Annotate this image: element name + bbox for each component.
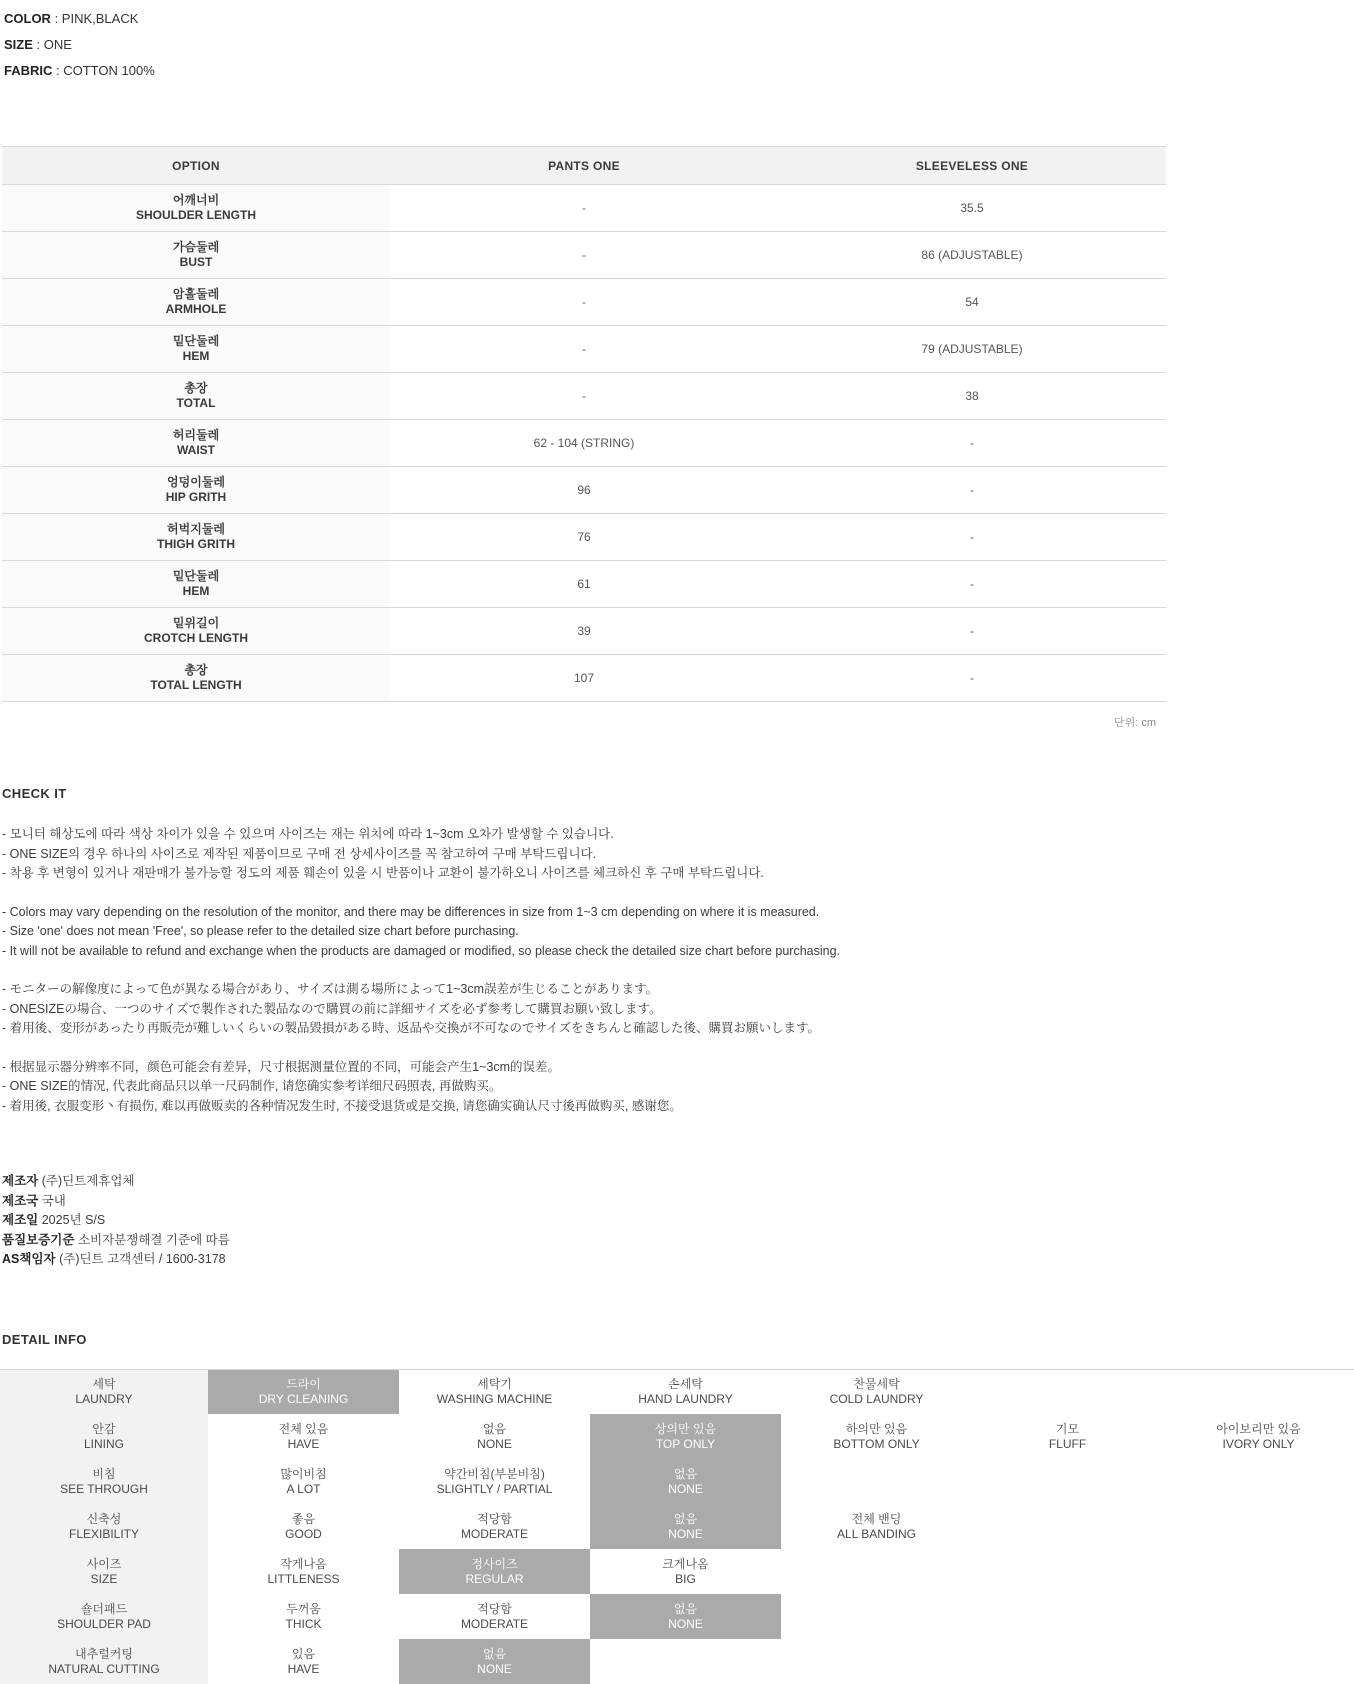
size-row-label-en: SHOULDER LENGTH	[6, 208, 386, 223]
size-row-label	[2, 185, 390, 232]
detail-option-label-kr: 두꺼움	[210, 1602, 397, 1617]
maker-label-date: 제조일	[2, 1213, 38, 1227]
detail-option-label-kr: 없음	[401, 1647, 588, 1662]
detail-option-label-en: MODERATE	[401, 1527, 588, 1542]
detail-empty-cell	[972, 1459, 1163, 1504]
maker-label-manufacturer: 제조자	[2, 1174, 38, 1188]
size-row-label	[2, 655, 390, 702]
detail-option-label-en: HAVE	[210, 1437, 397, 1452]
detail-option-label-kr: 있음	[210, 1647, 397, 1662]
table-row	[2, 561, 1166, 608]
maker-value-warranty: 소비자분쟁해결 기준에 따름	[78, 1233, 230, 1247]
note-en-2: - Size 'one' does not mean 'Free', so please refer to the detailed size chart before purchasing.	[2, 922, 1200, 942]
detail-option-label-kr: 정사이즈	[401, 1557, 588, 1572]
detail-row-label-en: SHOULDER PAD	[2, 1617, 206, 1632]
size-row-label	[2, 279, 390, 326]
product-specs	[0, 0, 1200, 84]
detail-option-label-en: THICK	[210, 1617, 397, 1632]
detail-row-label-kr: 세탁	[2, 1377, 206, 1392]
detail-empty-cell	[781, 1459, 972, 1504]
size-row-label-en: HEM	[6, 584, 386, 599]
size-value-sleeveless: -	[778, 420, 1166, 467]
detail-option-selected[interactable]	[208, 1369, 399, 1414]
table-row	[2, 279, 1166, 326]
detail-info-row	[0, 1594, 1354, 1639]
manufacturer-info	[0, 1172, 1200, 1270]
maker-row-date	[2, 1211, 1200, 1231]
detail-option[interactable]	[208, 1639, 399, 1684]
detail-info-row	[0, 1369, 1354, 1414]
size-row-label	[2, 514, 390, 561]
detail-option-label-en: COLD LAUNDRY	[783, 1392, 970, 1407]
size-value-pants: -	[390, 185, 778, 232]
detail-row-label-en: LAUNDRY	[2, 1392, 206, 1407]
detail-row-label	[0, 1459, 208, 1504]
detail-info-body	[0, 1369, 1354, 1684]
size-row-label-kr: 엉덩이둘레	[6, 475, 386, 490]
detail-row-label-kr: 내추럴커팅	[2, 1647, 206, 1662]
detail-row-label-kr: 안감	[2, 1422, 206, 1437]
detail-info-row	[0, 1639, 1354, 1684]
detail-option[interactable]	[208, 1459, 399, 1504]
size-row-label-kr: 가슴둘레	[6, 240, 386, 255]
maker-label-warranty: 품질보증기준	[2, 1233, 74, 1247]
detail-option[interactable]	[1163, 1414, 1354, 1459]
size-value-sleeveless: -	[778, 514, 1166, 561]
detail-option-label-kr: 세탁기	[401, 1377, 588, 1392]
spec-color	[4, 6, 1200, 32]
detail-option-label-kr: 전체 있음	[210, 1422, 397, 1437]
size-value-pants: 96	[390, 467, 778, 514]
detail-option-label-en: NONE	[592, 1482, 779, 1497]
maker-row-manufacturer	[2, 1172, 1200, 1192]
detail-option-label-kr: 아이보리만 있음	[1165, 1422, 1352, 1437]
spec-size	[4, 32, 1200, 58]
note-cn-3: - 着用後, 衣服变形丶有损伤, 难以再做贩卖的各种情况发生时, 不接受退货或是交换, 请您确实确认尺寸後再做购买, 感谢您。	[2, 1097, 1200, 1117]
table-row	[2, 373, 1166, 420]
detail-option-label-kr: 하의만 있음	[783, 1422, 970, 1437]
detail-option-label-en: DRY CLEANING	[210, 1392, 397, 1407]
detail-option-label-kr: 없음	[592, 1512, 779, 1527]
detail-empty-cell	[781, 1594, 972, 1639]
size-value-sleeveless: 38	[778, 373, 1166, 420]
maker-row-as	[2, 1250, 1200, 1270]
detail-info-row	[0, 1549, 1354, 1594]
size-value-pants: -	[390, 232, 778, 279]
size-value-pants: -	[390, 373, 778, 420]
detail-option[interactable]	[208, 1504, 399, 1549]
size-row-label	[2, 467, 390, 514]
size-value-pants: 107	[390, 655, 778, 702]
detail-option-label-kr: 크게나옴	[592, 1557, 779, 1572]
detail-row-label-kr: 숄더패드	[2, 1602, 206, 1617]
size-chart-header-sleeveless: SLEEVELESS ONE	[778, 147, 1166, 185]
note-jp-3: - 着用後、変形があったり再販売が難しいくらいの製品毀損がある時、返品や交換が不可なのでサイズをきちんと確認した後、購買お願いします。	[2, 1019, 1200, 1039]
detail-option-label-en: BOTTOM ONLY	[783, 1437, 970, 1452]
size-value-sleeveless: 35.5	[778, 185, 1166, 232]
detail-row-label-en: NATURAL CUTTING	[2, 1662, 206, 1677]
size-value-sleeveless: -	[778, 561, 1166, 608]
detail-option-label-en: BIG	[592, 1572, 779, 1587]
maker-label-as: AS책임자	[2, 1252, 56, 1266]
note-kr-1: - 모니터 해상도에 따라 색상 차이가 있을 수 있으며 사이즈는 재는 위치에 따라 1~3cm 오차가 발생할 수 있습니다.	[2, 825, 1200, 845]
detail-empty-cell	[1163, 1549, 1354, 1594]
spec-size-label: SIZE	[4, 37, 33, 52]
detail-option[interactable]	[208, 1414, 399, 1459]
detail-option-label-kr: 없음	[592, 1467, 779, 1482]
detail-empty-cell	[781, 1639, 972, 1684]
detail-option-label-kr: 기모	[974, 1422, 1161, 1437]
detail-option-label-en: WASHING MACHINE	[401, 1392, 588, 1407]
detail-option-label-kr: 작게나옴	[210, 1557, 397, 1572]
size-value-sleeveless: 86 (ADJUSTABLE)	[778, 232, 1166, 279]
size-chart-unit: 단위: cm	[2, 702, 1166, 730]
detail-option[interactable]	[590, 1549, 781, 1594]
table-row	[2, 655, 1166, 702]
detail-option-label-en: NONE	[592, 1527, 779, 1542]
detail-option-selected[interactable]	[399, 1639, 590, 1684]
size-value-sleeveless: -	[778, 655, 1166, 702]
maker-value-as: (주)딘트 고객센터 / 1600-3178	[59, 1252, 226, 1266]
size-chart-section	[0, 146, 1200, 730]
detail-option-label-en: ALL BANDING	[783, 1527, 970, 1542]
detail-option[interactable]	[208, 1594, 399, 1639]
detail-option-label-kr: 좋음	[210, 1512, 397, 1527]
size-value-sleeveless: 79 (ADJUSTABLE)	[778, 326, 1166, 373]
detail-empty-cell	[1163, 1459, 1354, 1504]
detail-empty-cell	[1163, 1369, 1354, 1414]
detail-row-label-kr: 신축성	[2, 1512, 206, 1527]
size-row-label-kr: 총장	[6, 381, 386, 396]
detail-row-label-en: LINING	[2, 1437, 206, 1452]
detail-empty-cell	[972, 1594, 1163, 1639]
detail-info-row	[0, 1414, 1354, 1459]
detail-option-label-kr: 많이비침	[210, 1467, 397, 1482]
size-row-label-en: HEM	[6, 349, 386, 364]
size-value-pants: -	[390, 279, 778, 326]
detail-option[interactable]	[972, 1414, 1163, 1459]
maker-value-date: 2025년 S/S	[42, 1213, 106, 1227]
size-row-label-en: CROTCH LENGTH	[6, 631, 386, 646]
maker-value-country: 국내	[42, 1194, 66, 1208]
detail-option-selected[interactable]	[590, 1504, 781, 1549]
size-chart-header-row	[2, 147, 1166, 185]
size-value-pants: 62 - 104 (STRING)	[390, 420, 778, 467]
detail-row-label	[0, 1504, 208, 1549]
detail-option-label-en: HAND LAUNDRY	[592, 1392, 779, 1407]
size-row-label-en: THIGH GRITH	[6, 537, 386, 552]
detail-option[interactable]	[399, 1594, 590, 1639]
maker-value-manufacturer: (주)딘트제휴업체	[42, 1174, 135, 1188]
detail-option-label-kr: 적당함	[401, 1512, 588, 1527]
detail-empty-cell	[781, 1549, 972, 1594]
detail-option-label-kr: 전체 밴딩	[783, 1512, 970, 1527]
table-row	[2, 467, 1166, 514]
detail-empty-cell	[1163, 1639, 1354, 1684]
size-row-label-kr: 허벅지둘레	[6, 522, 386, 537]
note-kr-3: - 착용 후 변형이 있거나 재판매가 불가능할 정도의 제품 훼손이 있을 시 반품이나 교환이 불가하오니 사이즈를 체크하신 후 구매 부탁드립니다.	[2, 864, 1200, 884]
detail-option[interactable]	[399, 1414, 590, 1459]
size-row-label-kr: 어깨너비	[6, 193, 386, 208]
detail-option-label-en: GOOD	[210, 1527, 397, 1542]
detail-option[interactable]	[399, 1369, 590, 1414]
detail-row-label-kr: 비침	[2, 1467, 206, 1482]
size-row-label-kr: 허리둘레	[6, 428, 386, 443]
detail-row-label-en: FLEXIBILITY	[2, 1527, 206, 1542]
detail-option-label-en: NONE	[401, 1662, 588, 1677]
table-row	[2, 420, 1166, 467]
detail-option-label-en: A LOT	[210, 1482, 397, 1497]
note-en-3: - It will not be available to refund and exchange when the products are damaged or modified, so please check the detailed size chart before purchasing.	[2, 942, 1200, 962]
spec-fabric	[4, 58, 1200, 84]
detail-option-label-kr: 상의만 있음	[592, 1422, 779, 1437]
size-row-label	[2, 608, 390, 655]
size-row-label-en: TOTAL	[6, 396, 386, 411]
size-value-pants: 39	[390, 608, 778, 655]
detail-option-label-en: IVORY ONLY	[1165, 1437, 1352, 1452]
detail-empty-cell	[972, 1549, 1163, 1594]
size-row-label-kr: 총장	[6, 663, 386, 678]
detail-info-row	[0, 1459, 1354, 1504]
detail-option-label-kr: 드라이	[210, 1377, 397, 1392]
size-row-label	[2, 373, 390, 420]
size-row-label-en: ARMHOLE	[6, 302, 386, 317]
detail-option[interactable]	[781, 1504, 972, 1549]
size-chart-body	[2, 185, 1166, 702]
size-chart-table	[2, 146, 1166, 702]
spec-color-value: : PINK,BLACK	[55, 11, 139, 26]
size-value-pants: 76	[390, 514, 778, 561]
size-row-label	[2, 326, 390, 373]
detail-option[interactable]	[590, 1369, 781, 1414]
table-row	[2, 326, 1166, 373]
detail-empty-cell	[972, 1369, 1163, 1414]
size-row-label-en: BUST	[6, 255, 386, 270]
maker-row-country	[2, 1192, 1200, 1212]
detail-option[interactable]	[781, 1369, 972, 1414]
detail-option-label-en: REGULAR	[401, 1572, 588, 1587]
detail-info-row	[0, 1504, 1354, 1549]
note-cn-2: - ONE SIZE的情况, 代表此商品只以单一尺码制作, 请您确实参考详细尺码照表, 再做购买。	[2, 1077, 1200, 1097]
detail-row-label	[0, 1549, 208, 1594]
size-chart-header-pants: PANTS ONE	[390, 147, 778, 185]
check-it-notes	[0, 825, 1200, 1116]
check-it-title: CHECK IT	[0, 786, 1200, 801]
table-row	[2, 232, 1166, 279]
detail-option-label-kr: 적당함	[401, 1602, 588, 1617]
detail-option-selected[interactable]	[590, 1414, 781, 1459]
detail-info-title: DETAIL INFO	[0, 1332, 1200, 1347]
detail-info-section	[0, 1332, 1200, 1684]
detail-row-label	[0, 1414, 208, 1459]
size-row-label-en: HIP GRITH	[6, 490, 386, 505]
table-row	[2, 514, 1166, 561]
spec-color-label: COLOR	[4, 11, 51, 26]
detail-option[interactable]	[781, 1414, 972, 1459]
size-row-label-kr: 암홀둘레	[6, 287, 386, 302]
detail-option-label-en: NONE	[592, 1617, 779, 1632]
detail-option-selected[interactable]	[590, 1594, 781, 1639]
detail-option[interactable]	[208, 1549, 399, 1594]
detail-option[interactable]	[399, 1459, 590, 1504]
table-row	[2, 185, 1166, 232]
detail-empty-cell	[972, 1639, 1163, 1684]
size-value-sleeveless: 54	[778, 279, 1166, 326]
size-row-label-en: TOTAL LENGTH	[6, 678, 386, 693]
size-row-label-kr: 밑단둘레	[6, 569, 386, 584]
detail-option[interactable]	[399, 1504, 590, 1549]
detail-option-label-en: LITTLENESS	[210, 1572, 397, 1587]
detail-row-label-en: SIZE	[2, 1572, 206, 1587]
table-row	[2, 608, 1166, 655]
detail-row-label	[0, 1639, 208, 1684]
detail-option-label-kr: 약간비침(부분비침)	[401, 1467, 588, 1482]
size-row-label	[2, 561, 390, 608]
size-value-pants: -	[390, 326, 778, 373]
detail-option-label-en: HAVE	[210, 1662, 397, 1677]
spec-size-value: : ONE	[37, 37, 72, 52]
detail-option-label-kr: 찬물세탁	[783, 1377, 970, 1392]
maker-label-country: 제조국	[2, 1194, 38, 1208]
detail-option-label-en: NONE	[401, 1437, 588, 1452]
check-it-section	[0, 786, 1200, 1116]
detail-row-label-kr: 사이즈	[2, 1557, 206, 1572]
size-chart-header-option: OPTION	[2, 147, 390, 185]
size-value-sleeveless: -	[778, 608, 1166, 655]
detail-row-label	[0, 1369, 208, 1414]
spec-fabric-label: FABRIC	[4, 63, 52, 78]
notes-gap-2	[2, 961, 1200, 980]
maker-row-warranty	[2, 1231, 1200, 1251]
detail-option-selected[interactable]	[590, 1459, 781, 1504]
detail-info-table	[0, 1369, 1354, 1684]
detail-empty-cell	[972, 1504, 1163, 1549]
detail-empty-cell	[1163, 1594, 1354, 1639]
size-row-label-en: WAIST	[6, 443, 386, 458]
detail-option-selected[interactable]	[399, 1549, 590, 1594]
note-cn-1: - 根据显示器分辨率不同，颜色可能会有差异，尺寸根据测量位置的不同，可能会产生1~3cm的误差。	[2, 1058, 1200, 1078]
note-kr-2: - ONE SIZE의 경우 하나의 사이즈로 제작된 제품이므로 구매 전 상세사이즈를 꼭 참고하여 구매 부탁드립니다.	[2, 845, 1200, 865]
detail-option-label-en: FLUFF	[974, 1437, 1161, 1452]
notes-gap-3	[2, 1039, 1200, 1058]
spec-fabric-value: : COTTON 100%	[56, 63, 155, 78]
detail-empty-cell	[590, 1639, 781, 1684]
detail-empty-cell	[1163, 1504, 1354, 1549]
detail-option-label-kr: 없음	[592, 1602, 779, 1617]
size-value-sleeveless: -	[778, 467, 1166, 514]
detail-row-label	[0, 1594, 208, 1639]
size-row-label	[2, 420, 390, 467]
size-row-label-kr: 밑단둘레	[6, 334, 386, 349]
detail-option-label-en: MODERATE	[401, 1617, 588, 1632]
note-jp-2: - ONESIZEの場合、一つのサイズで製作された製品なので購買の前に詳細サイズを必ず参考して購買お願い致します。	[2, 1000, 1200, 1020]
detail-row-label-en: SEE THROUGH	[2, 1482, 206, 1497]
detail-option-label-kr: 없음	[401, 1422, 588, 1437]
size-row-label	[2, 232, 390, 279]
detail-option-label-en: SLIGHTLY / PARTIAL	[401, 1482, 588, 1497]
detail-option-label-en: TOP ONLY	[592, 1437, 779, 1452]
notes-gap-1	[2, 884, 1200, 903]
detail-option-label-kr: 손세탁	[592, 1377, 779, 1392]
size-row-label-kr: 밑위길이	[6, 616, 386, 631]
note-en-1: - Colors may vary depending on the resolution of the monitor, and there may be differences in size from 1~3 cm depending on where it is measured.	[2, 903, 1200, 923]
note-jp-1: - モニターの解像度によって色が異なる場合があり、サイズは測る場所によって1~3cm誤差が生じることがあります。	[2, 980, 1200, 1000]
size-value-pants: 61	[390, 561, 778, 608]
